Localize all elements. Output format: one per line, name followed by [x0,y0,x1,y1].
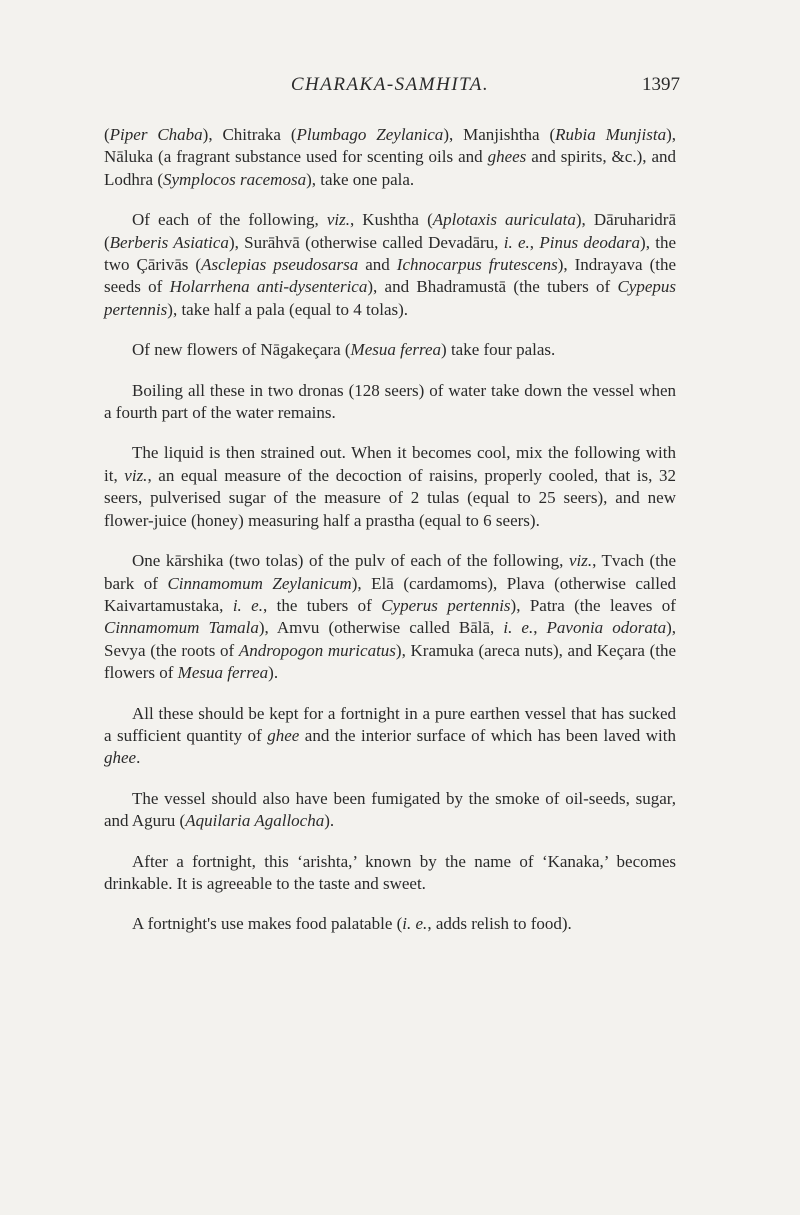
text-run: ), Indrayava (the seeds of [104,255,677,297]
text-run: ), Dāruharidrā ( [104,210,676,252]
italic-term: Plumbago Zeylanica [296,125,444,144]
text-run: , Tvach (the bark of [104,551,676,593]
italic-term: Aquilaria Agallocha [185,811,325,831]
text-run: and [358,255,397,275]
italic-term: Asclepias pseudosarsa [201,255,359,275]
italic-term: i. e. [503,232,530,252]
paragraph [104,913,676,935]
italic-term: Mesua ferrea [177,663,269,683]
italic-term: Ichnocarpus frutescens [396,255,558,275]
italic-term: Aplotaxis auriculata [432,210,576,230]
running-head [100,74,680,104]
text-run: , an equal measure of the decoction of raisins, properly cooled, that is, 32 seers, pulverised sugar of the measure of 2 tulas (equal to 25 seers), and new flower-juice (honey) measuring half a prastha (equal to 6 seers). [104,465,676,530]
italic-term: Cypepus pertennis [104,277,677,319]
text-run: Of new flowers of Nāgakeçara ( [132,340,351,360]
text-run: , Kushtha ( [349,210,433,230]
italic-term: Andropogon muricatus [238,640,396,660]
italic-term: Mesua ferrea [350,340,442,360]
italic-term: Symplocos racemosa [163,169,307,189]
text-run: Of each of the following, [132,210,327,230]
italic-term: Cinnamomum Zeylanicum [167,573,352,593]
italic-term: Rubia Munjista [555,125,667,144]
paragraph [104,788,676,833]
text-run: The liquid is then strained out. When it becomes cool, mix the following with it, [104,443,676,485]
text-run: , [529,232,540,252]
text-run: ) take four palas. [441,340,556,360]
italic-term: viz. [124,465,148,485]
paragraph [104,703,676,770]
text-run: , adds relish to food). [427,914,572,934]
text-run: ), Manjishtha ( [443,125,556,144]
text-run: After a fortnight, this ‘arishta,’ known by the name of ‘Kanaka,’ becomes drinkable. It is agreeable to the taste and sweet. [104,851,676,893]
italic-term: i. e. [503,618,534,638]
italic-term: Piper Chaba [109,125,203,144]
text-run: ), Patra (the leaves of [510,595,676,615]
paragraph [104,550,676,684]
italic-term: viz. [568,551,593,571]
text-run: ( [104,125,110,144]
italic-term: ghees [487,147,527,167]
paragraph [104,209,676,321]
text-run: ), Sevya (the roots of [104,618,676,660]
text-run: One kārshika (two tolas) of the pulv of each of the following, [132,551,569,571]
text-run: All these should be kept for a fortnight in a pure earthen vessel that has sucked a sufficient quantity of [104,703,676,745]
italic-term: i. e. [232,595,263,615]
italic-term: Berberis Asiatica [109,232,229,252]
italic-term: ghee [104,748,137,768]
running-title: CHARAKA-SAMHITA. [290,74,490,95]
text-run: , [533,618,547,638]
text-run: , the tubers of [262,595,382,615]
text-run: ). [268,663,279,683]
body-text [104,124,676,954]
italic-term: ghee [267,725,300,745]
text-run: ), the two Çārivās ( [104,232,677,275]
italic-term: Holarrhena anti-dysenterica [169,277,368,297]
text-run: ), take one pala. [306,169,415,189]
italic-term: Cinnamomum Tamala [104,618,259,638]
text-run: ), Nāluka (a fragrant substance used for scenting oils and [104,125,676,167]
italic-term: Cyperus pertennis [381,595,511,615]
text-run: ), and Bhadramustā (the tubers of [367,277,618,297]
paragraph [104,380,676,425]
text-run: . [136,748,141,768]
text-run: The vessel should also have been fumigated by the smoke of oil-seeds, sugar, and Aguru ( [104,788,676,831]
italic-term: Pavonia odorata [546,618,667,638]
text-run: ), Elā (cardamoms), Plava (otherwise called Kaivartamustaka, [104,573,676,615]
italic-term: i. e. [402,914,428,934]
paragraph [104,851,676,896]
text-run: Boiling all these in two dronas (128 seers) of water take down the vessel when a fourth part of the water remains. [104,380,676,423]
text-run: A fortnight's use makes food palatable ( [132,914,403,934]
text-run: ), Chitraka ( [202,125,297,144]
text-run: and the interior surface of which has been laved with [299,725,676,745]
text-run: ), Surāhvā (otherwise called Devadāru, [228,232,504,252]
italic-term: viz. [326,210,350,230]
italic-term: Pinus deodara [539,232,641,252]
paragraph [104,339,676,361]
text-run: ). [324,811,335,831]
text-run: and spirits, &c.), and Lodhra ( [104,147,676,189]
text-run: ), take half a pala (equal to 4 tolas). [167,299,409,319]
paragraph [104,124,676,191]
text-run: ), Kramuka (areca nuts), and Keçara (the flowers of [104,640,677,683]
page-number: 1397 [642,74,680,95]
paragraph [104,442,676,532]
text-run: ), Amvu (otherwise called Bālā, [258,618,504,638]
